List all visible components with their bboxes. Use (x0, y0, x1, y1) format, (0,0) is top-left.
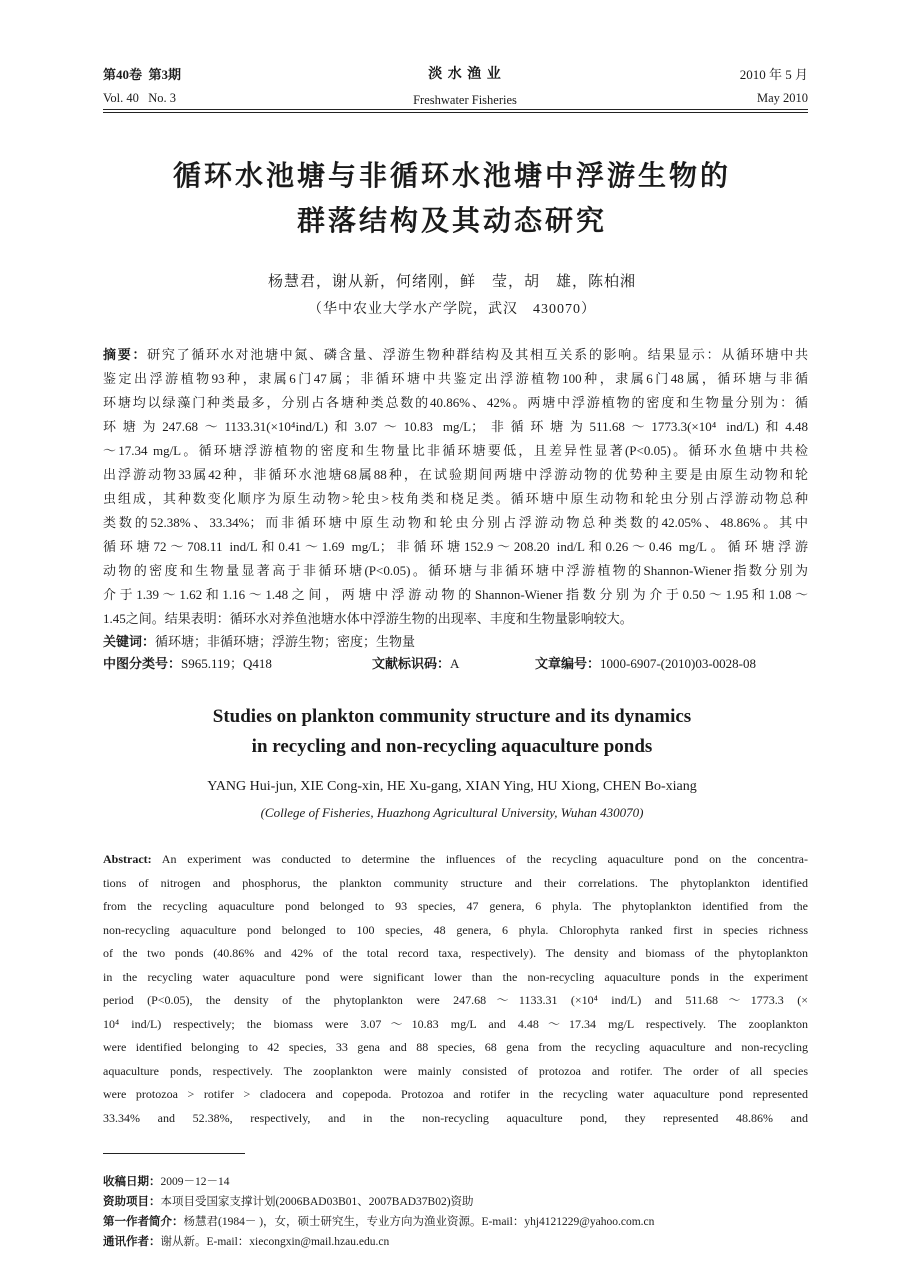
abstract-cn-text: 研究了循环水对池塘中氮、磷含量、浮游生物种群结构及其相互关系的影响。结果显示：从循环塘中共 (147, 347, 808, 362)
clc-value: S965.119；Q418 (181, 656, 272, 671)
abstract-en-line: aquaculture ponds, respectively. The zooplankton were mainly consisted of protozoa and rotifer. The order of all species (103, 1063, 808, 1078)
authors-en: YANG Hui-jun, XIE Cong-xin, HE Xu-gang, XIAN Ying, HU Xiong, CHEN Bo-xiang (207, 779, 697, 794)
footnote-label: 资助项目： (103, 1196, 161, 1208)
abstract-en-line: 33.34% and 52.38%, respectively, and in the non-recycling aquaculture pond, they represented 48.86% and (103, 1110, 808, 1125)
header-rule (103, 109, 808, 113)
abstract-cn-line: 环塘均以绿藻门种类最多，分别占各塘种类总数的40.86%、42%。两塘中浮游植物的密度和生物量分别为：循 (103, 395, 808, 410)
article-number (535, 653, 756, 675)
footnote-corresponding-author (103, 1232, 389, 1252)
abstract-en-line: of the two ponds (40.86% and 42% of the total record taxa, respectively). The density and biomass of the phytoplankton (103, 946, 808, 960)
footnote-text: 杨慧君(1984－ )，女，硕士研究生，专业方向为渔业资源。E-mail：yhj4121229@yahoo.com.cn (183, 1216, 655, 1228)
abstract-cn-line: 虫组成，其种数变化顺序为原生动物>轮虫>枝角类和桡足类。循环塘中原生动物和轮虫分别占浮游动物总种 (103, 491, 808, 506)
article-number-label: 文章编号： (535, 656, 601, 671)
abstract-cn-label: 摘要： (103, 347, 148, 362)
abstract-cn (103, 343, 808, 631)
journal-name-cn: 淡 水 渔 业 (428, 67, 502, 82)
keywords-cn (103, 631, 415, 653)
footnote-text: 2009－12－14 (160, 1176, 230, 1188)
abstract-en-label: Abstract: (103, 852, 152, 866)
abstract-en-line (103, 848, 808, 872)
keywords-label: 关键词： (103, 634, 156, 649)
footnote-received-date (103, 1172, 230, 1192)
document-code-label: 文献标识码： (372, 656, 451, 671)
affiliation-en: (College of Fisheries, Huazhong Agricultural University, Wuhan 430070) (260, 805, 644, 820)
abstract-en-text: An experiment was conducted to determine the influences of the recycling aquaculture pond on the concentra- (161, 852, 808, 866)
clc-label: 中图分类号： (103, 656, 182, 671)
authors-cn: 杨慧君，谢从新，何绪刚，鲜 莹，胡 雄，陈柏湘 (267, 274, 636, 290)
footnote-text: 本项目受国家支撑计划(2006BAD03B01、2007BAD37B02)资助 (160, 1196, 474, 1208)
abstract-cn-line: 循环塘72～708.11 ind/L和0.41～1.69 mg/L；非循环塘152.9～208.20 ind/L和0.26～0.46 mg/L。循环塘浮游 (103, 539, 808, 554)
abstract-cn-line: 出浮游动物33属42种，非循环水池塘68属88种，在试验期间两塘中浮游动物的优势种主要是由原生动物和轮 (103, 467, 808, 482)
abstract-cn-line: 类数的52.38%、33.34%；而非循环塘中原生动物和轮虫分别占浮游动物总种类数的42.05%、48.86%。其中 (103, 515, 808, 530)
footnote-rule (103, 1153, 245, 1154)
article-number-value: 1000-6907-(2010)03-0028-08 (600, 656, 756, 671)
issue-date-cn: 2010 年 5 月 (739, 67, 808, 82)
abstract-en-line: were protozoa > rotifer > cladocera and copepoda. Protozoa and rotifer in the recycling water aquaculture pond represented (103, 1087, 808, 1101)
footnote-funding (103, 1192, 474, 1212)
abstract-en-line: were identified belonging to 42 species, 33 gena and 88 species, 68 gena from the recycling aquaculture and non-recycling (103, 1040, 808, 1054)
abstract-en-line: in the recycling water aquaculture pond were significant lower than the non-recycling aquaculture ponds in the experiment (103, 969, 808, 984)
abstract-cn-line: 介于1.39～1.62和1.16～1.48之间，两塘中浮游动物的Shannon-Wiener指数分别为介于0.50～1.95和1.08～ (103, 587, 808, 602)
abstract-cn-line: 动物的密度和生物量显著高于非循环塘(P<0.05)。循环塘与非循环塘中浮游植物的Shannon-Wiener指数分别为 (103, 563, 808, 578)
abstract-en (103, 848, 808, 1130)
title-cn-line-2: 群落结构及其动态研究 (296, 205, 607, 236)
footnote-label: 通讯作者： (103, 1236, 161, 1248)
footnote-text: 谢从新。E-mail：xiecongxin@mail.hzau.edu.cn (160, 1236, 390, 1248)
volume-issue-en: Vol. 40 No. 3 (103, 91, 177, 105)
abstract-en-line: tions of nitrogen and phosphorus, the plankton community structure and their correlations. The phytoplankton identified (103, 875, 808, 890)
title-en-line-2: in recycling and non-recycling aquaculture ponds (251, 736, 653, 757)
document-code-value: A (450, 656, 460, 671)
volume-issue-cn: 第40卷 第3期 (103, 67, 182, 82)
abstract-cn-line: 1.45之间。结果表明：循环水对养鱼池塘水体中浮游生物的出现率、丰度和生物量影响较大。 (103, 611, 633, 626)
abstract-en-line: non-recycling aquaculture pond belonged to 100 species, 48 genera, 6 phyla. Chlorophyta ranked first in species richness (103, 922, 808, 937)
title-cn-line-1: 循环水池塘与非循环水池塘中浮游生物的 (172, 160, 731, 191)
abstract-cn-line: ～17.34 mg/L。循环塘浮游植物的密度和生物量比非循环塘要低，且差异性显著(P<0.05)。循环水鱼塘中共检 (103, 443, 808, 458)
abstract-en-line: 10⁴ ind/L) respectively; the biomass were 3.07～10.83 mg/L and 4.48～17.34 mg/L respectively. The zooplankton (103, 1016, 808, 1031)
abstract-en-line: period (P<0.05), the density of the phytoplankton were 247.68～1133.31 (×10⁴ ind/L) and 511.68～1773.3 (× (103, 993, 808, 1007)
abstract-cn-line (103, 343, 808, 367)
journal-name-en: Freshwater Fisheries (413, 93, 517, 107)
footnote-label: 收稿日期： (103, 1176, 161, 1188)
abstract-cn-line: 鉴定出浮游植物93种，隶属6门47属；非循环塘中共鉴定出浮游植物100种，隶属6门48属，循环塘与非循 (103, 371, 808, 386)
footnote-label: 第一作者简介： (103, 1216, 184, 1228)
footnote-first-author (103, 1212, 654, 1232)
document-code (372, 653, 459, 675)
abstract-en-line: from the recycling aquaculture pond belonged to 93 species, 47 genera, 6 phyla. The phytoplankton identified from the (103, 899, 808, 913)
abstract-cn-line: 环塘为247.68～1133.31(×10⁴ind/L)和3.07～10.83 mg/L；非循环塘为511.68～1773.3(×10⁴ ind/L)和4.48 (103, 419, 808, 434)
keywords-text: 循环塘；非循环塘；浮游生物；密度；生物量 (155, 634, 416, 649)
clc-number (103, 653, 272, 675)
issue-date-en: May 2010 (756, 91, 808, 105)
affiliation-cn: （华中农业大学水产学院，武汉 430070） (308, 302, 596, 317)
title-en-line-1: Studies on plankton community structure and its dynamics (212, 706, 692, 727)
